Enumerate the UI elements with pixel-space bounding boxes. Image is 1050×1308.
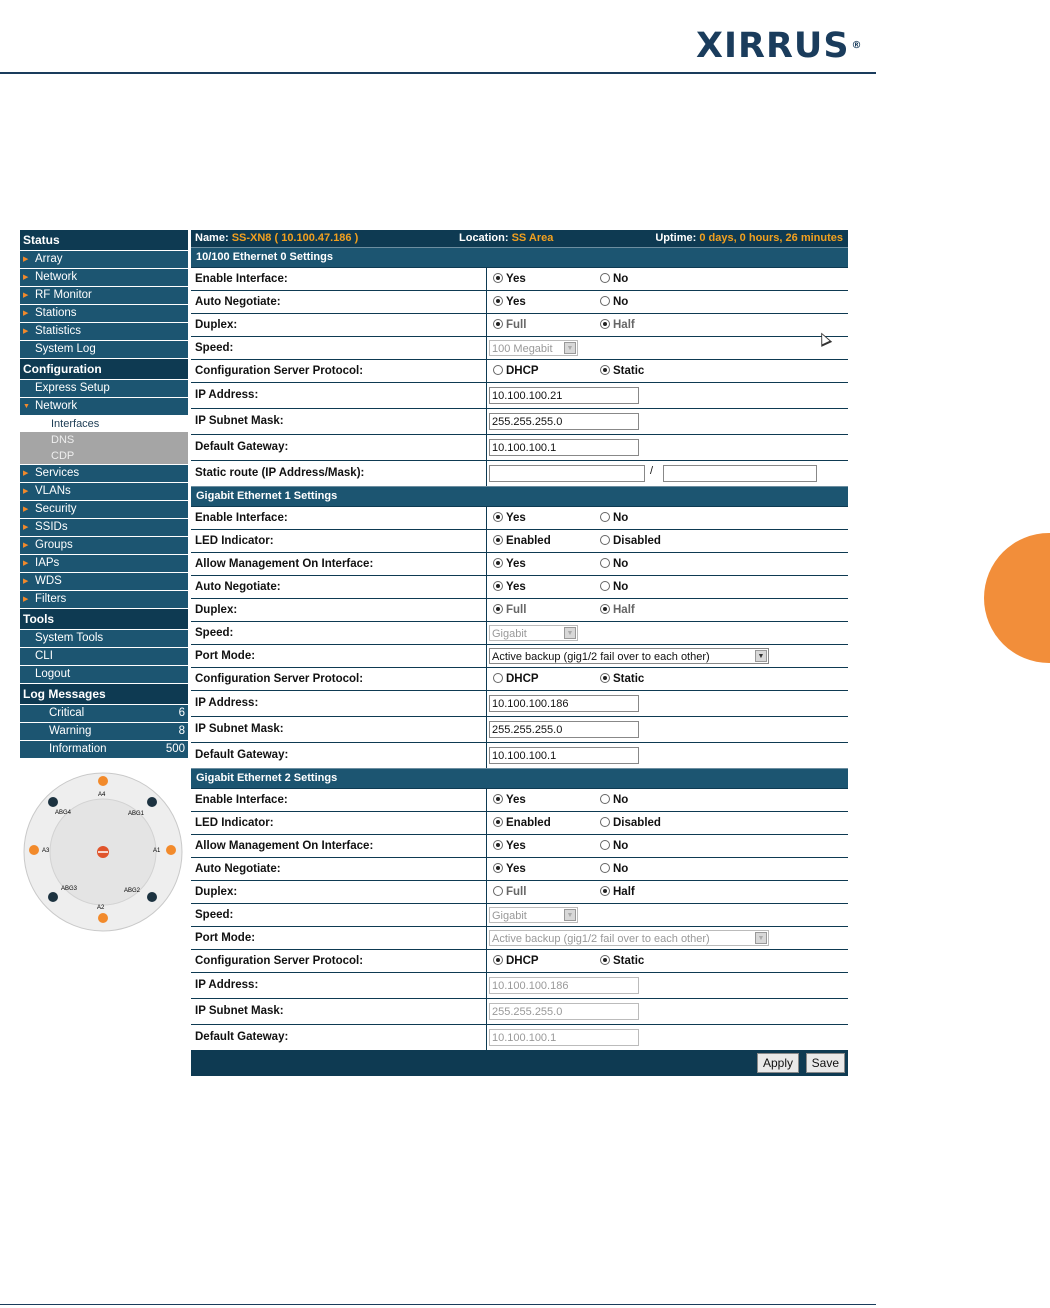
gig2-proto-static-radio[interactable]: Static [600, 953, 644, 969]
gig1-mgmt-no-radio[interactable]: No [600, 556, 628, 572]
eth0-duplex-value [487, 314, 848, 336]
footer-rule [0, 1304, 876, 1305]
eth0-mask-label: IP Subnet Mask: [191, 409, 487, 434]
iap-a3-dot[interactable] [29, 845, 39, 855]
eth0-enable-no-radio[interactable]: No [600, 271, 628, 287]
eth0-route-row [191, 460, 848, 486]
gig2-proto-label: Configuration Server Protocol: [191, 950, 487, 972]
sidebar-item-logout[interactable]: Logout [20, 666, 188, 683]
gig1-mgmt-row [191, 552, 848, 575]
logo-registered-mark: ® [851, 40, 863, 51]
gig2-autoneg-row [191, 857, 848, 880]
eth0-speed-label: Speed: [191, 337, 487, 359]
action-bar [191, 1050, 848, 1076]
gig1-duplex-full-radio[interactable]: Full [493, 602, 526, 618]
gig1-port-mode-select[interactable]: Active backup (gig1/2 fail over to each other) ▼ [489, 648, 769, 664]
sidebar-item-network-config[interactable]: ▼ Network [20, 398, 188, 415]
eth0-ip-input[interactable]: 10.100.100.21 [489, 387, 639, 404]
sidebar-item-array[interactable]: ▶ Array [20, 251, 188, 268]
gig1-led-label: LED Indicator: [191, 530, 487, 552]
sidebar-section-configuration[interactable]: Configuration [20, 359, 188, 379]
sidebar-subitem-interfaces[interactable]: Interfaces [20, 416, 188, 432]
eth0-enable-row [191, 267, 848, 290]
sidebar-section-status[interactable]: Status [20, 230, 188, 250]
chevron-down-icon: ▼ [564, 627, 576, 639]
gig2-speed-row [191, 903, 848, 926]
eth0-duplex-half-radio[interactable]: Half [600, 317, 635, 333]
log-critical-count: 6 [178, 707, 185, 719]
gig1-speed-label: Speed: [191, 622, 487, 644]
log-information-label: Information [49, 743, 107, 755]
gig1-autoneg-yes-radio[interactable]: Yes [493, 579, 526, 595]
gig2-mgmt-row [191, 834, 848, 857]
info-location-label: Location: [459, 232, 509, 244]
eth0-duplex-row [191, 313, 848, 336]
gig2-duplex-label: Duplex: [191, 881, 487, 903]
chevron-down-icon: ▼ [755, 650, 767, 662]
gig2-autoneg-label: Auto Negotiate: [191, 858, 487, 880]
gig2-ip-input[interactable]: 10.100.100.186 [489, 977, 639, 994]
gig1-duplex-half-radio[interactable]: Half [600, 602, 635, 618]
sidebar-nav [20, 230, 188, 759]
eth0-gw-label: Default Gateway: [191, 435, 487, 460]
eth0-autoneg-row [191, 290, 848, 313]
section-gig2-header: Gigabit Ethernet 2 Settings [191, 768, 848, 788]
gig2-enable-label: Enable Interface: [191, 789, 487, 811]
eth0-gw-row [191, 434, 848, 460]
gig1-gw-input[interactable]: 10.100.100.1 [489, 747, 639, 764]
sidebar-item-filters[interactable]: ▶ Filters [20, 591, 188, 608]
chapter-tab [984, 533, 1050, 663]
iap-a4-label: A4 [98, 792, 106, 798]
gig1-enable-row [191, 506, 848, 529]
info-location [459, 230, 553, 247]
gig1-autoneg-row [191, 575, 848, 598]
gig2-led-label: LED Indicator: [191, 812, 487, 834]
log-information-count: 500 [165, 743, 185, 755]
gig2-led-disabled-radio[interactable]: Disabled [600, 815, 661, 831]
iap-abg2-dot[interactable] [147, 892, 157, 902]
sidebar-log-critical[interactable] [20, 705, 188, 722]
gig1-autoneg-no-radio[interactable]: No [600, 579, 628, 595]
gig1-led-enabled-radio[interactable]: Enabled [493, 533, 551, 549]
sidebar-log-warning[interactable] [20, 723, 188, 740]
eth0-speed-row [191, 336, 848, 359]
eth0-ip-value [487, 383, 848, 408]
iap-abg1-label: ABG1 [128, 811, 145, 817]
interfaces-panel [191, 230, 848, 1076]
gig2-mask-row [191, 998, 848, 1024]
eth0-autoneg-no-radio[interactable]: No [600, 294, 628, 310]
eth0-route-ip-input[interactable] [489, 465, 645, 482]
sidebar-subitem-cdp[interactable]: CDP [20, 448, 188, 464]
chevron-down-icon: ▼ [564, 909, 576, 921]
eth0-duplex-label: Duplex: [191, 314, 487, 336]
gig1-proto-label: Configuration Server Protocol: [191, 668, 487, 690]
gig1-proto-dhcp-radio[interactable]: DHCP [493, 671, 539, 687]
gig2-gw-input[interactable]: 10.100.100.1 [489, 1029, 639, 1046]
info-uptime-value: 0 days, 0 hours, 26 minutes [699, 232, 843, 244]
gig1-proto-row [191, 667, 848, 690]
sidebar-item-stations[interactable]: ▶ Stations [20, 305, 188, 322]
eth0-gw-input[interactable]: 10.100.100.1 [489, 439, 639, 456]
eth0-ip-row [191, 382, 848, 408]
sidebar-section-tools[interactable]: Tools [20, 609, 188, 629]
info-name [195, 230, 358, 247]
gig1-ip-label: IP Address: [191, 691, 487, 716]
gig2-proto-dhcp-radio[interactable]: DHCP [493, 953, 539, 969]
eth0-ip-label: IP Address: [191, 383, 487, 408]
sidebar-item-network-status[interactable]: ▶ Network [20, 269, 188, 286]
iap-abg3-label: ABG3 [61, 886, 78, 892]
xirrus-logo [696, 26, 863, 66]
section-gig1-header: Gigabit Ethernet 1 Settings [191, 486, 848, 506]
sidebar-item-security[interactable]: ▶ Security [20, 501, 188, 518]
log-warning-label: Warning [49, 725, 92, 737]
gig2-led-enabled-radio[interactable]: Enabled [493, 815, 551, 831]
iap-a1-label: A1 [153, 848, 161, 854]
info-bar [191, 230, 848, 247]
eth0-proto-row [191, 359, 848, 382]
log-warning-count: 8 [178, 725, 185, 737]
gig2-gw-row [191, 1024, 848, 1050]
eth0-mask-input[interactable]: 255.255.255.0 [489, 413, 639, 430]
log-critical-label: Critical [49, 707, 85, 719]
gig2-mask-input[interactable]: 255.255.255.0 [489, 1003, 639, 1020]
eth0-route-slash: / [650, 465, 654, 477]
gig2-mgmt-no-radio[interactable]: No [600, 838, 628, 854]
sidebar-section-log-messages[interactable]: Log Messages [20, 684, 188, 704]
sidebar-log-information[interactable] [20, 741, 188, 758]
gig1-port-row [191, 644, 848, 667]
eth0-autoneg-yes-radio[interactable]: Yes [493, 294, 526, 310]
eth0-duplex-full-radio[interactable]: Full [493, 317, 526, 333]
eth0-speed-value [487, 337, 848, 359]
gig1-duplex-row [191, 598, 848, 621]
gig1-autoneg-label: Auto Negotiate: [191, 576, 487, 598]
iap-a2-label: A2 [97, 905, 105, 911]
gig1-speed-row [191, 621, 848, 644]
eth0-mask-row [191, 408, 848, 434]
gig1-gw-row [191, 742, 848, 768]
gig1-mask-label: IP Subnet Mask: [191, 717, 487, 742]
iap-a3-label: A3 [42, 848, 50, 854]
gig2-speed-select[interactable]: Gigabit ▼ [489, 907, 578, 923]
eth0-gw-value [487, 435, 848, 460]
sidebar-item-statistics[interactable]: ▶ Statistics [20, 323, 188, 340]
eth0-proto-static-radio[interactable]: Static [600, 363, 644, 379]
gig2-led-row [191, 811, 848, 834]
sidebar-item-rf-monitor[interactable]: ▶ RF Monitor [20, 287, 188, 304]
sidebar-item-services[interactable]: ▶ Services [20, 465, 188, 482]
eth0-enable-yes-radio[interactable]: Yes [493, 271, 526, 287]
info-location-value: SS Area [511, 232, 554, 244]
gig2-proto-row [191, 949, 848, 972]
apply-button[interactable]: Apply [757, 1053, 799, 1073]
info-name-value: SS-XN8 ( 10.100.47.186 ) [231, 232, 359, 244]
gig2-port-label: Port Mode: [191, 927, 487, 949]
info-uptime [655, 230, 843, 247]
sidebar-item-system-log[interactable]: System Log [20, 341, 188, 358]
gig2-autoneg-yes-radio[interactable]: Yes [493, 861, 526, 877]
gig1-mask-input[interactable]: 255.255.255.0 [489, 721, 639, 738]
gig2-enable-yes-radio[interactable]: Yes [493, 792, 526, 808]
eth0-speed-select[interactable]: 100 Megabit ▼ [489, 340, 578, 356]
gig2-gw-label: Default Gateway: [191, 1025, 487, 1050]
iap-abg2-label: ABG2 [124, 888, 141, 894]
sidebar-item-system-tools[interactable]: System Tools [20, 630, 188, 647]
iap-abg4-label: ABG4 [55, 810, 72, 816]
gig1-enable-yes-radio[interactable]: Yes [493, 510, 526, 526]
gig1-enable-no-radio[interactable]: No [600, 510, 628, 526]
gig1-mask-row [191, 716, 848, 742]
info-name-label: Name: [195, 232, 229, 244]
gig2-duplex-full-radio[interactable]: Full [493, 884, 526, 900]
gig2-ip-row [191, 972, 848, 998]
gig1-led-disabled-radio[interactable]: Disabled [600, 533, 661, 549]
gig1-speed-select[interactable]: Gigabit ▼ [489, 625, 578, 641]
gig1-duplex-label: Duplex: [191, 599, 487, 621]
array-ring-diagram[interactable] [20, 772, 186, 932]
gig2-mask-label: IP Subnet Mask: [191, 999, 487, 1024]
iap-a1-dot[interactable] [166, 845, 176, 855]
eth0-autoneg-label: Auto Negotiate: [191, 291, 487, 313]
gig1-mgmt-yes-radio[interactable]: Yes [493, 556, 526, 572]
sidebar-item-groups[interactable]: ▶ Groups [20, 537, 188, 554]
gig1-led-row [191, 529, 848, 552]
chevron-down-icon: ▼ [564, 342, 576, 354]
gig1-port-label: Port Mode: [191, 645, 487, 667]
iap-abg4-dot[interactable] [48, 797, 58, 807]
eth0-proto-dhcp-radio[interactable]: DHCP [493, 363, 539, 379]
eth0-route-mask-input[interactable] [663, 465, 817, 482]
gig2-autoneg-no-radio[interactable]: No [600, 861, 628, 877]
gig1-ip-row [191, 690, 848, 716]
gig2-mgmt-label: Allow Management On Interface: [191, 835, 487, 857]
iap-a2-dot[interactable] [98, 913, 108, 923]
iap-abg3-dot[interactable] [48, 892, 58, 902]
eth0-enable-label: Enable Interface: [191, 268, 487, 290]
sidebar-item-wds[interactable]: ▶ WDS [20, 573, 188, 590]
header-rule [0, 72, 876, 74]
sidebar-item-cli[interactable]: CLI [20, 648, 188, 665]
gig1-gw-label: Default Gateway: [191, 743, 487, 768]
gig2-enable-no-radio[interactable]: No [600, 792, 628, 808]
sidebar-item-express-setup[interactable]: Express Setup [20, 380, 188, 397]
eth0-proto-label: Configuration Server Protocol: [191, 360, 487, 382]
sidebar-item-iaps[interactable]: ▶ IAPs [20, 555, 188, 572]
info-uptime-label: Uptime: [655, 232, 697, 244]
sidebar-item-vlans[interactable]: ▶ VLANs [20, 483, 188, 500]
gig2-duplex-row [191, 880, 848, 903]
gig2-port-mode-select[interactable]: Active backup (gig1/2 fail over to each other) ▼ [489, 930, 769, 946]
iap-abg1-dot[interactable] [147, 797, 157, 807]
eth0-enable-value [487, 268, 848, 290]
gig2-speed-label: Speed: [191, 904, 487, 926]
gig2-enable-row [191, 788, 848, 811]
iap-a4-dot[interactable] [98, 776, 108, 786]
gig2-duplex-half-radio[interactable]: Half [600, 884, 635, 900]
chevron-down-icon: ▼ [755, 932, 767, 944]
gig1-proto-static-radio[interactable]: Static [600, 671, 644, 687]
sidebar-subitem-dns[interactable]: DNS [20, 432, 188, 448]
gig1-ip-input[interactable]: 10.100.100.186 [489, 695, 639, 712]
eth0-proto-value [487, 360, 848, 382]
save-button[interactable]: Save [806, 1053, 845, 1073]
gig2-mgmt-yes-radio[interactable]: Yes [493, 838, 526, 854]
gig2-ip-label: IP Address: [191, 973, 487, 998]
gig1-enable-label: Enable Interface: [191, 507, 487, 529]
eth0-autoneg-value [487, 291, 848, 313]
eth0-route-value [487, 461, 848, 486]
section-eth0-header: 10/100 Ethernet 0 Settings [191, 247, 848, 267]
gig2-port-row [191, 926, 848, 949]
gig1-mgmt-label: Allow Management On Interface: [191, 553, 487, 575]
eth0-mask-value [487, 409, 848, 434]
sidebar-item-ssids[interactable]: ▶ SSIDs [20, 519, 188, 536]
logo-text: XIRRUS [696, 26, 850, 66]
eth0-route-label: Static route (IP Address/Mask): [191, 461, 487, 486]
